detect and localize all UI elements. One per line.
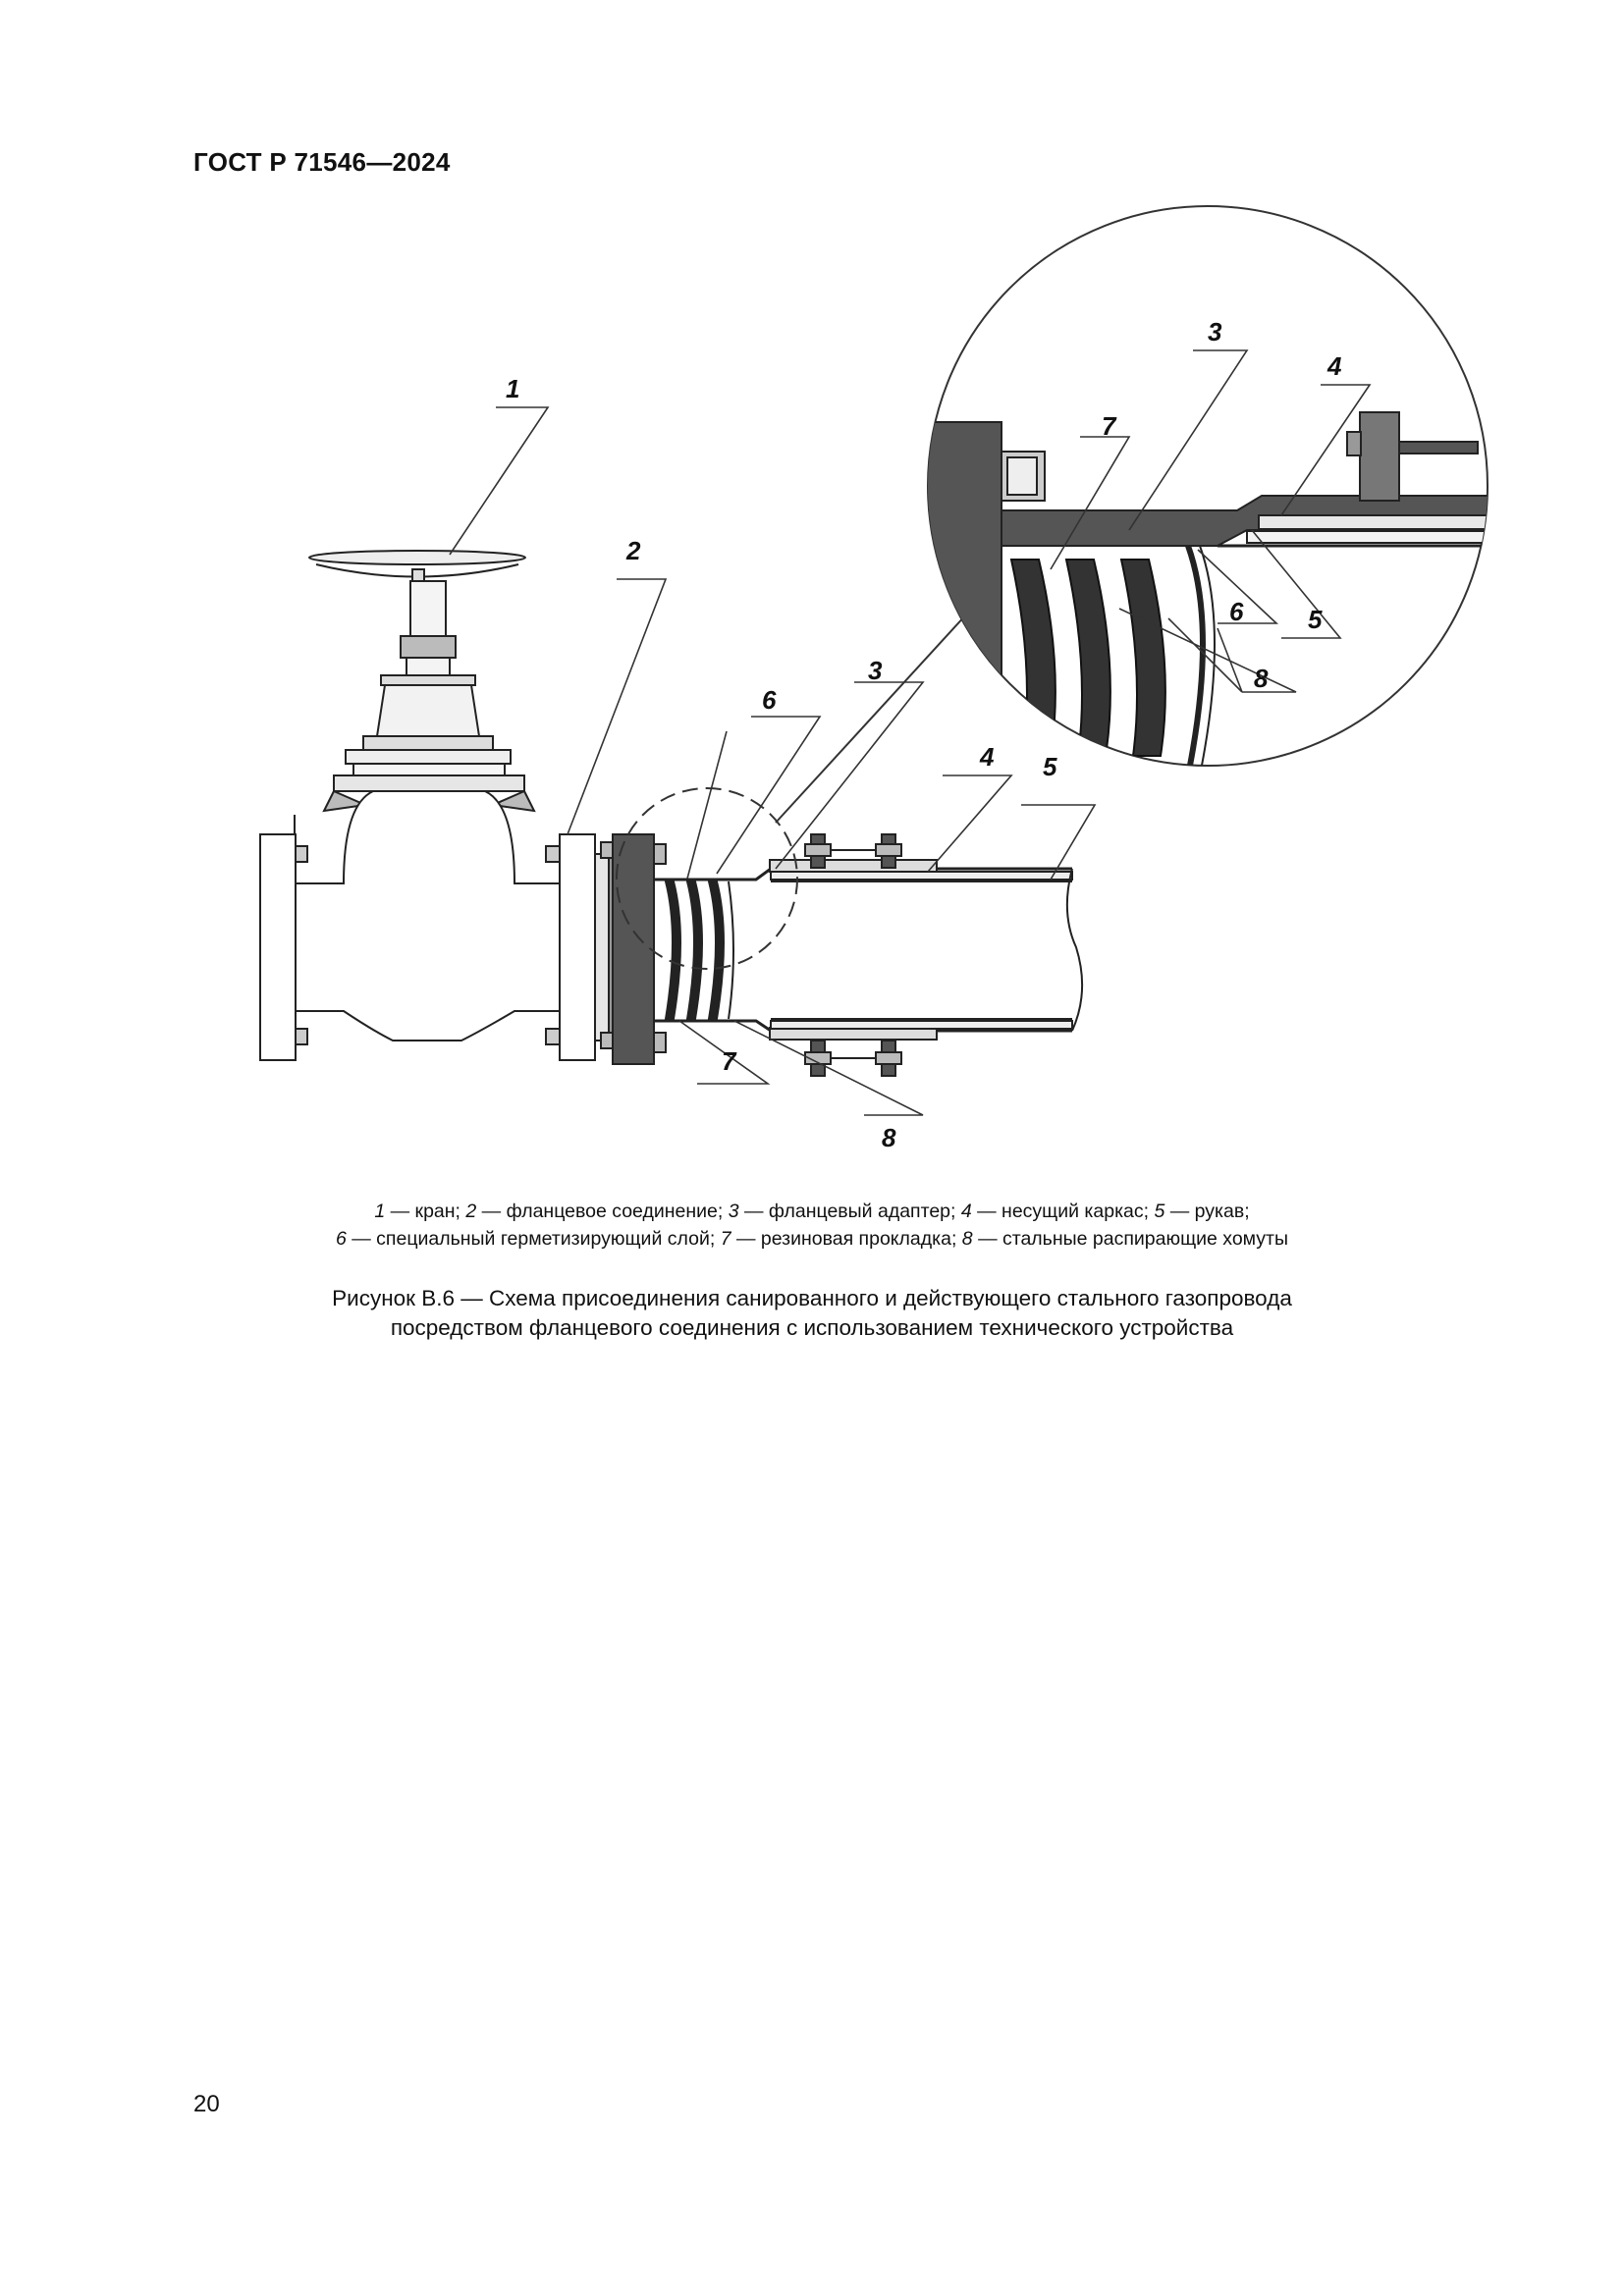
- callout-detail-5: 5: [1308, 605, 1323, 634]
- legend-line-1: 1 — кран; 2 — фланцевое соединение; 3 — фланцевый адаптер; 4 — несущий каркас; 5 — рукав;: [374, 1201, 1250, 1222]
- legend-line-2: 6 — специальный герметизирующий слой; 7 — резиновая прокладка; 8 — стальные распирающие хомуты: [335, 1228, 1288, 1250]
- callout-detail-6: 6: [1229, 597, 1244, 626]
- callout-main-7: 7: [722, 1046, 736, 1076]
- flange-adapter-assembly: [613, 834, 1082, 1076]
- caption-line-1: Рисунок В.6 — Схема присоединения санированного и действующего стального газопровода: [332, 1286, 1292, 1310]
- detail-view: [923, 206, 1494, 775]
- page-number: 20: [193, 2091, 220, 2117]
- callout-main-8: 8: [882, 1123, 896, 1152]
- callout-detail-4: 4: [1327, 351, 1342, 381]
- callout-detail-8: 8: [1254, 664, 1269, 693]
- callout-main-1: 1: [506, 374, 520, 403]
- standard-code-header: ГОСТ Р 71546—2024: [193, 147, 451, 177]
- figure-legend: [147, 1198, 1477, 1253]
- figure-caption: [147, 1284, 1477, 1343]
- callout-detail-7: 7: [1102, 411, 1116, 441]
- callout-main-2: 2: [626, 536, 641, 565]
- callout-main-5: 5: [1043, 752, 1057, 781]
- callout-main-6: 6: [762, 685, 777, 715]
- callout-main-4: 4: [980, 742, 995, 772]
- callout-detail-3: 3: [1208, 317, 1222, 347]
- caption-line-2: посредством фланцевого соединения с использованием технического устройства: [390, 1315, 1234, 1340]
- callout-main-3: 3: [868, 656, 883, 685]
- valve-drawing: [260, 551, 613, 1060]
